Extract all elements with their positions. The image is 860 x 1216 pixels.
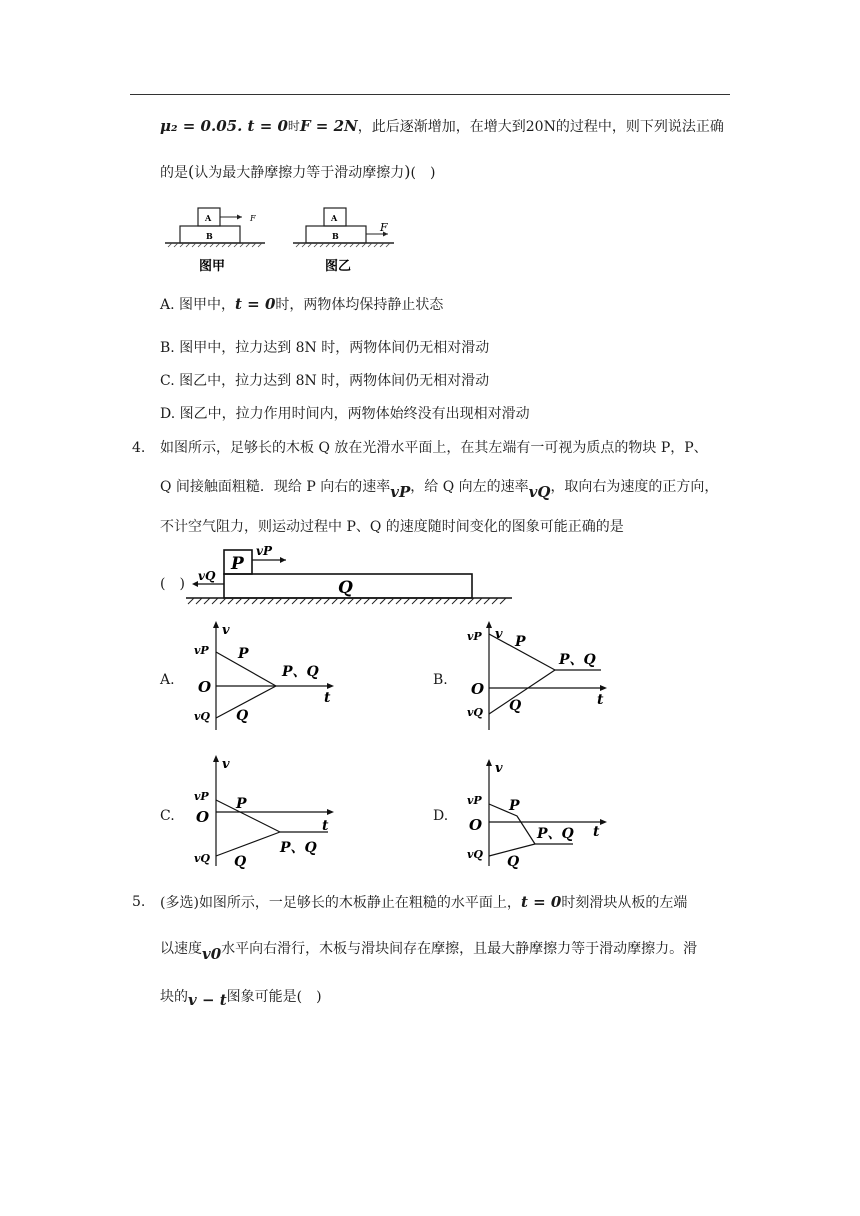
q3-F-math: F = 2N xyxy=(299,117,358,135)
q3-option-b-label: B. xyxy=(160,340,175,356)
q4-line-3: 不计空气阻力，则运动过程中 P、Q 的速度随时间变化的图象可能正确的是 xyxy=(160,519,624,535)
graph-d-t-arrowhead xyxy=(600,819,607,825)
q4-option-d-label: D. xyxy=(433,808,449,824)
q5-line-1 xyxy=(160,892,687,913)
graph-c-p-label: P xyxy=(236,796,247,812)
graph-d-v-label: v xyxy=(495,761,503,776)
graph-c-v-label: v xyxy=(222,757,230,772)
q3-option-a-text-2: 时，两物体均保持静止状态 xyxy=(275,297,444,313)
q5-line3-a: 块的 xyxy=(160,989,188,1005)
graph-a-origin-label: O xyxy=(198,678,212,696)
graph-b-q-line xyxy=(489,670,555,714)
q3-option-d xyxy=(160,404,530,424)
ground-hatch xyxy=(188,598,506,604)
fig-jia-label-a: A xyxy=(205,213,212,223)
q5-line2-a: 以速度 xyxy=(160,941,202,957)
q4-line2-a: Q 间接触面粗糙．现给 P 向右的速率 xyxy=(160,479,391,495)
graph-b-v-arrowhead xyxy=(486,621,492,628)
q4-line2-c: ，取向右为速度的正方向， xyxy=(550,479,719,495)
graph-c-p-line xyxy=(216,800,280,832)
q5-vt-math: v − t xyxy=(188,991,227,1009)
q5-v0-math: v0 xyxy=(202,945,222,963)
q4-graph-b xyxy=(463,618,623,736)
fig-yi-caption: 图乙 xyxy=(325,259,352,274)
graph-d-pq-label: P、Q xyxy=(537,826,574,842)
block-p-label: P xyxy=(231,554,244,574)
graph-a-t-arrowhead xyxy=(327,683,334,689)
q5-multi-tag: (多选) xyxy=(160,895,199,911)
q5-line1-b: 时刻滑块从板的左端 xyxy=(561,895,688,911)
q5-line2-b: 水平向右滑行，木板与滑块间存在摩擦，且最大静摩擦力等于滑动摩擦力。滑 xyxy=(221,941,698,957)
q5-answer-paren: ( ) xyxy=(296,989,322,1005)
graph-a-t-label: t xyxy=(324,690,331,706)
q3-mu-math: μ₂ = 0.05. t = 0 xyxy=(160,117,288,135)
graph-d-origin-label: O xyxy=(469,816,483,834)
fig-jia-label-f: F xyxy=(250,214,256,223)
graph-a-q-label: Q xyxy=(236,708,249,724)
q3-line-1 xyxy=(160,116,724,137)
q4-line-1: 如图所示，足够长的木板 Q 放在光滑水平面上，在其左端有一可视为质点的物块 P，P、 xyxy=(160,440,708,456)
graph-a-vq-label: vQ xyxy=(194,710,210,723)
q3-option-b-text: 图甲中，拉力达到 8N 时，两物体间仍无相对滑动 xyxy=(179,340,490,356)
q5-number: 5. xyxy=(132,894,146,910)
graph-d-vq-label: vQ xyxy=(467,848,483,861)
graph-b-pq-label: P、Q xyxy=(559,652,596,668)
graph-d-p-label: P xyxy=(509,798,520,814)
graph-b-vp-label: vP xyxy=(467,630,482,643)
vp-label: vP xyxy=(256,544,272,558)
q5-line-2 xyxy=(160,938,698,963)
graph-c-origin-label: O xyxy=(196,808,210,826)
q3-note-close: ) xyxy=(404,162,411,181)
q4-number: 4. xyxy=(132,440,146,456)
q3-line2-note: 认为最大静摩擦力等于滑动摩擦力 xyxy=(194,165,405,181)
graph-c-v-arrowhead xyxy=(213,755,219,762)
q3-line1-value: 20N xyxy=(525,119,556,135)
q5-line3-b: 图象可能是 xyxy=(226,989,297,1005)
q4-graph-d xyxy=(463,756,623,872)
graph-c-vp-label: vP xyxy=(194,790,209,803)
q4-option-b-label: B. xyxy=(433,672,448,688)
graph-b-t-label: t xyxy=(597,692,604,708)
graph-a-pq-label: P、Q xyxy=(282,664,319,680)
q4-vp-math: vP xyxy=(390,483,411,501)
q4-option-c-label: C. xyxy=(160,808,175,824)
graph-a-v-arrowhead xyxy=(213,621,219,628)
graph-d-t-label: t xyxy=(593,824,600,840)
q3-figures xyxy=(160,202,430,282)
header-rule xyxy=(130,94,730,95)
graph-b-origin-label: O xyxy=(471,680,485,698)
fig-jia-label-b: B xyxy=(206,231,213,241)
fig-jia xyxy=(165,208,265,274)
graph-d-q-label: Q xyxy=(507,854,520,870)
q3-option-b xyxy=(160,338,489,358)
graph-b-p-label: P xyxy=(515,634,526,650)
q3-option-a xyxy=(160,294,443,315)
q4-line2-b: ，给 Q 向左的速率 xyxy=(410,479,529,495)
graph-c-q-label: Q xyxy=(234,854,247,870)
q3-option-c-text: 图乙中，拉力达到 8N 时，两物体间仍无相对滑动 xyxy=(179,373,490,389)
q3-line-2 xyxy=(160,162,435,183)
graph-d-vp-label: vP xyxy=(467,794,482,807)
q5-line1-a: 如图所示，一足够长的木板静止在粗糙的水平面上， xyxy=(198,895,521,911)
q3-note-open: ( xyxy=(188,162,195,181)
q5-t0-math: t = 0 xyxy=(520,893,562,911)
q3-line1-end: 的过程中，则下列说法正确 xyxy=(555,119,724,135)
fig-yi-label-f: F xyxy=(380,221,388,234)
fig-yi-label-b: B xyxy=(332,231,339,241)
graph-d-v-arrowhead xyxy=(486,759,492,766)
q3-line1-text: ，此后逐渐增加，在增大到 xyxy=(357,119,526,135)
q3-option-d-text: 图乙中，拉力作用时间内，两物体始终没有出现相对滑动 xyxy=(179,406,530,422)
q3-option-a-text-1: 图甲中， xyxy=(179,297,236,313)
graph-c-q-line xyxy=(216,832,280,856)
graph-c-t-label: t xyxy=(322,818,329,834)
fig-yi-label-a: A xyxy=(331,213,338,223)
vq-label: vQ xyxy=(198,569,216,583)
q4-graph-a xyxy=(190,618,350,736)
q3-option-a-math: t = 0 xyxy=(235,295,276,313)
q4-graph-c xyxy=(190,752,350,872)
graph-a-p-label: P xyxy=(238,646,249,662)
board-q-label: Q xyxy=(338,578,353,598)
fig-jia-arrowhead xyxy=(237,215,242,220)
graph-c-pq-label: P、Q xyxy=(280,840,317,856)
graph-b-vq-label: vQ xyxy=(467,706,483,719)
graph-c-t-arrowhead xyxy=(327,809,334,815)
graph-a-vp-label: vP xyxy=(194,644,209,657)
q3-option-c-label: C. xyxy=(160,373,175,389)
q3-option-a-label: A. xyxy=(160,297,175,313)
q5-line-3 xyxy=(160,986,322,1007)
q3-option-d-label: D. xyxy=(160,406,176,422)
q4-setup-figure xyxy=(186,542,516,608)
graph-b-v-label: v xyxy=(495,627,503,642)
q3-answer-paren: ( ) xyxy=(410,165,436,181)
q4-answer-paren: ( ) xyxy=(160,576,185,592)
graph-c-vq-label: vQ xyxy=(194,852,210,865)
q3-shi: 时 xyxy=(287,119,300,133)
fig-yi xyxy=(293,208,394,274)
vp-arrowhead xyxy=(280,557,286,563)
graph-a-v-label: v xyxy=(222,623,230,638)
q3-line2-start: 的是 xyxy=(160,165,188,181)
q4-vq-math: vQ xyxy=(528,483,551,501)
q4-line-2 xyxy=(160,476,719,501)
fig-jia-caption: 图甲 xyxy=(199,259,226,274)
q3-option-c xyxy=(160,371,489,391)
graph-b-t-arrowhead xyxy=(600,685,607,691)
q4-option-a-label: A. xyxy=(160,672,175,688)
graph-b-q-label: Q xyxy=(509,698,522,714)
